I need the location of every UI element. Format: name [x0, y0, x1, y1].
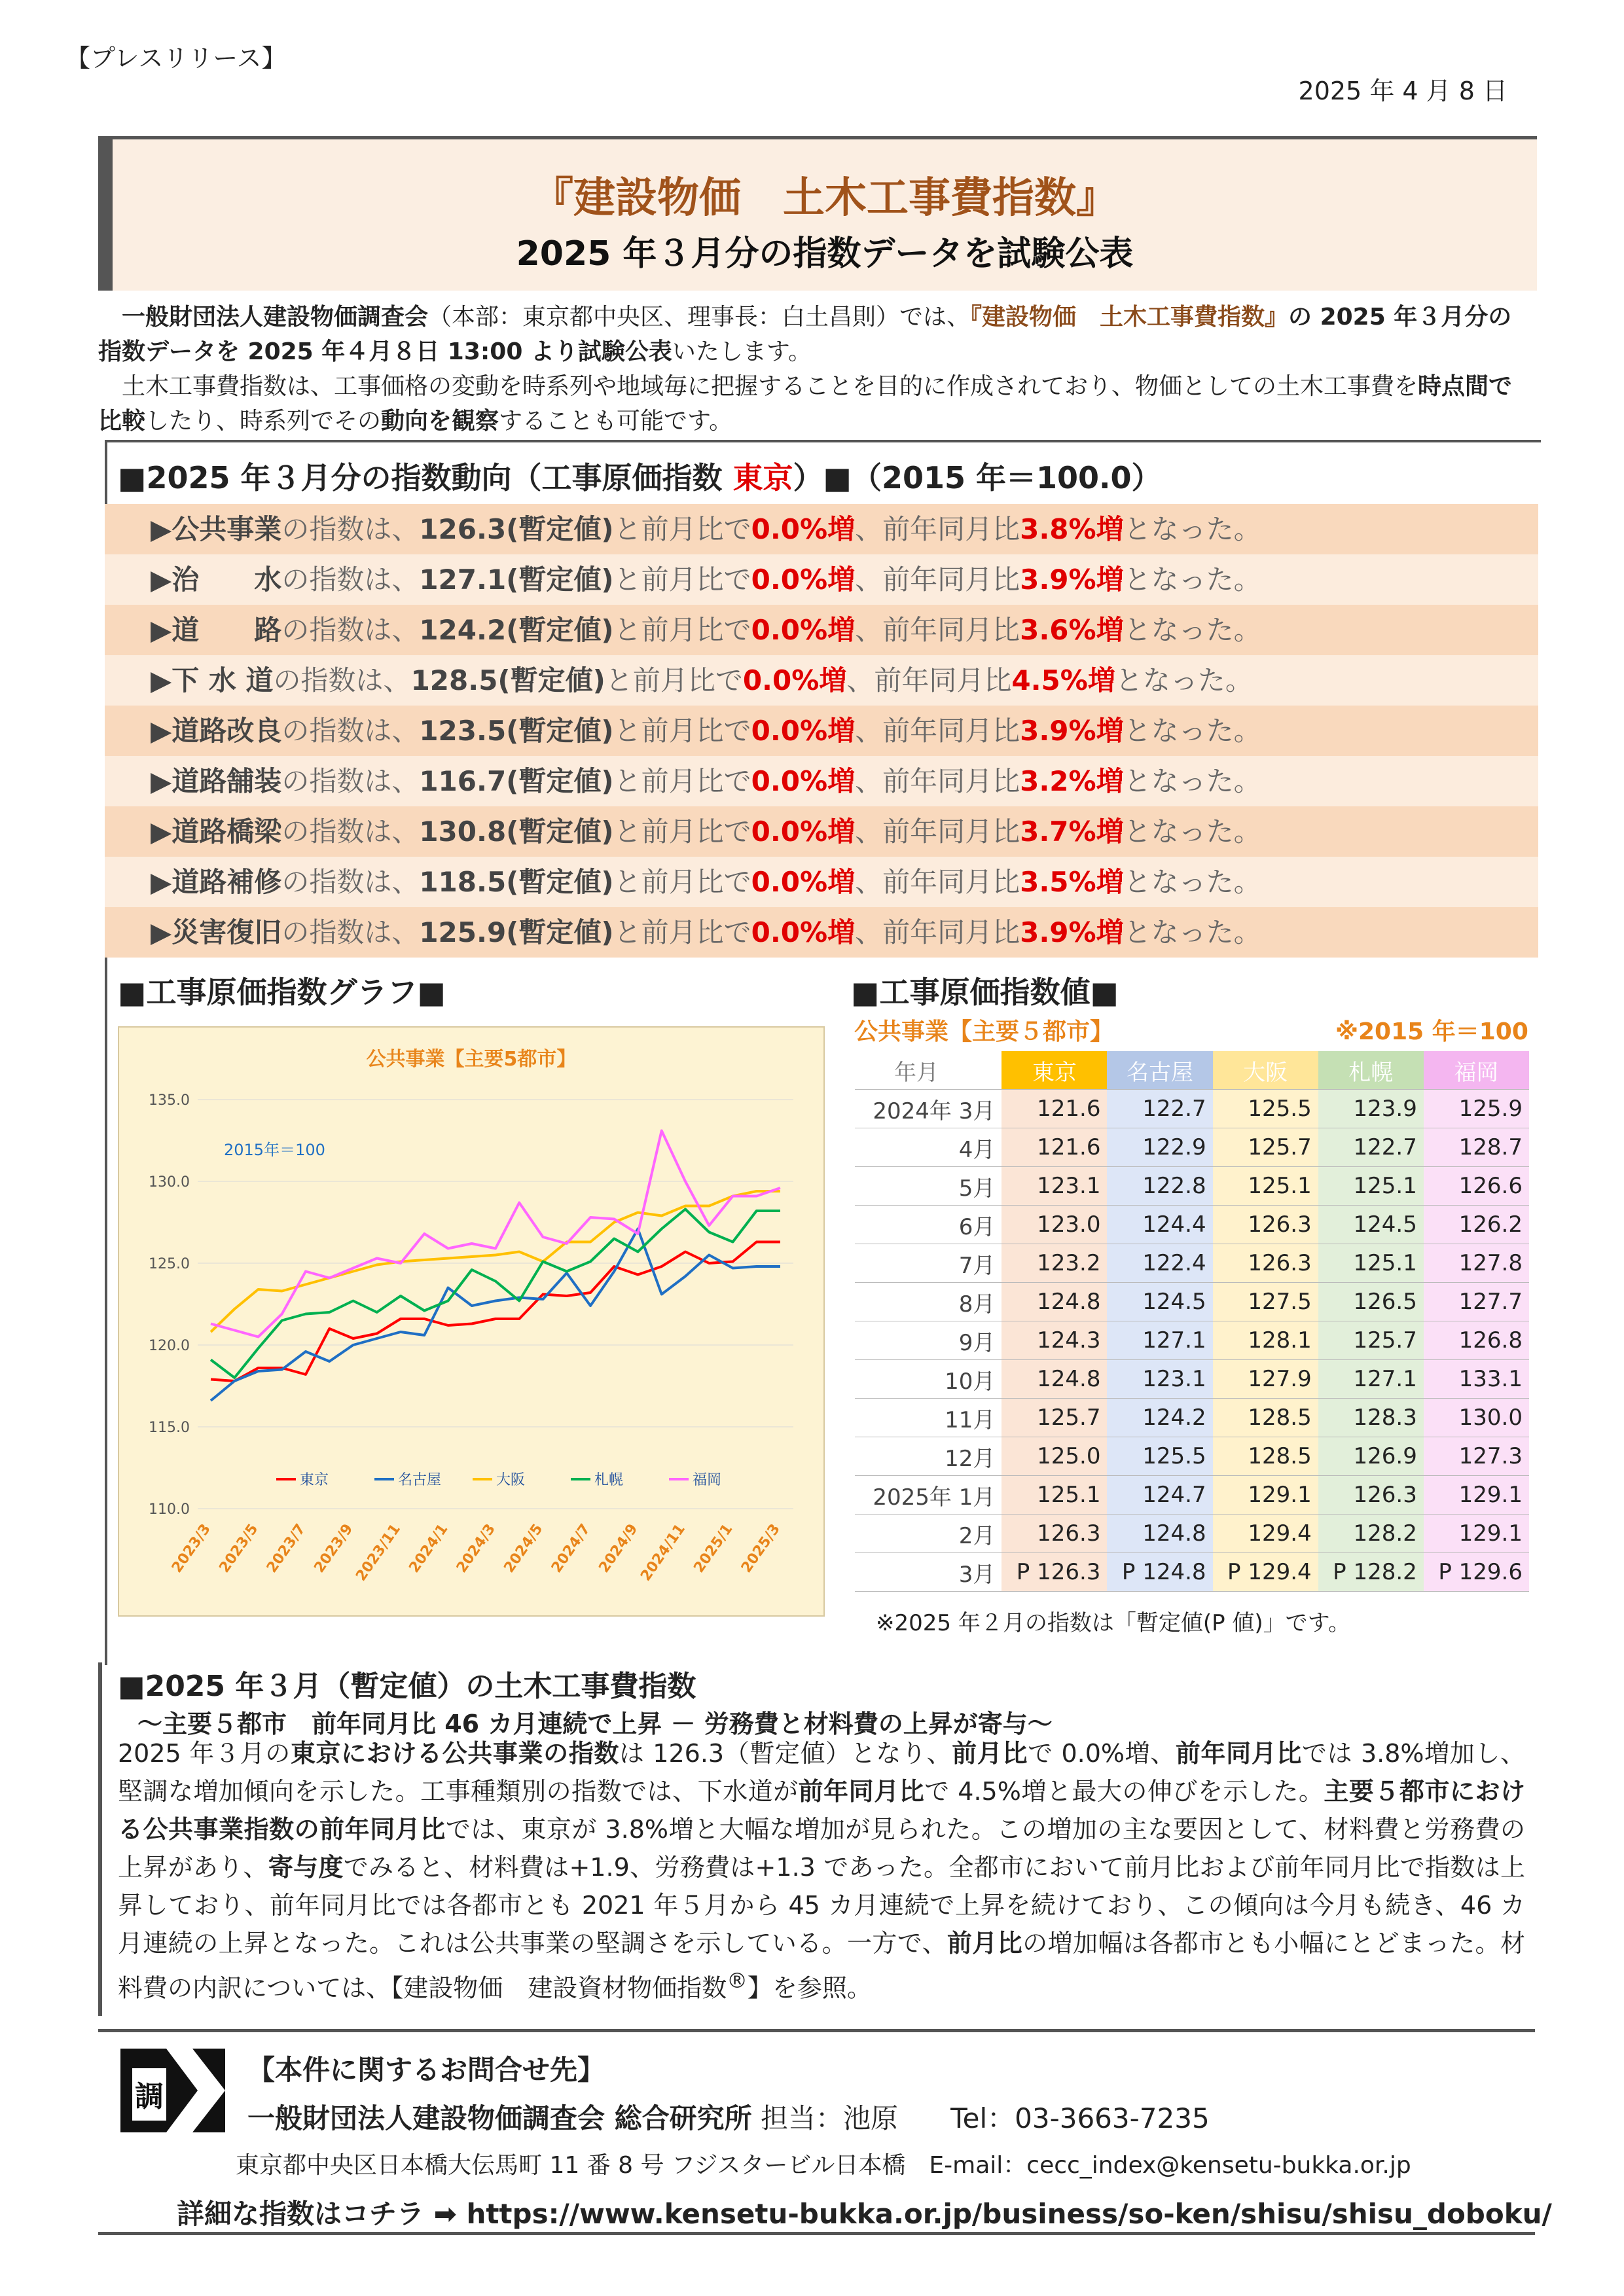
index-row-end: となった。 — [1123, 715, 1261, 747]
table-cell: 126.6 — [1424, 1167, 1529, 1206]
index-row-end: となった。 — [1123, 513, 1261, 545]
index-row-yoy: 3.9%増 — [1020, 564, 1124, 596]
contact-tel: Tel：03-3663-7235 — [950, 2102, 1210, 2134]
table-cell: 130.0 — [1424, 1399, 1529, 1437]
table-cell: 129.1 — [1424, 1515, 1529, 1553]
table-cell: 124.8 — [1001, 1360, 1107, 1399]
index-row-mid3: 、前年同月比 — [846, 664, 1012, 696]
table-cell: 11月 — [855, 1399, 1001, 1437]
table-cell: 127.7 — [1424, 1283, 1529, 1321]
index-row-mid3: 、前年同月比 — [855, 916, 1020, 948]
index-row-mid1: の指数は、 — [281, 866, 420, 898]
org-name: 一般財団法人建設物価調査会 — [122, 304, 429, 331]
table-cell: P 126.3 — [1001, 1553, 1107, 1592]
table-cell: 129.4 — [1213, 1515, 1318, 1553]
section1-heading: ■2025 年３月分の指数動向（工事原価指数 東京）■（2015 年＝100.0） — [118, 460, 1162, 495]
legend-label: 札幌 — [594, 1472, 624, 1488]
index-row — [105, 907, 1538, 958]
contact-org: 一般財団法人建設物価調査会 総合研究所 — [247, 2102, 752, 2134]
index-row-mom: 0.0%増 — [751, 816, 856, 848]
table-header-cell: 大阪 — [1213, 1051, 1318, 1090]
table-row — [855, 1167, 1529, 1206]
footer-divider-top — [98, 2029, 1535, 2032]
graph-heading: ■工事原価指数グラフ■ — [118, 975, 446, 1010]
table-row — [855, 1283, 1529, 1321]
series-line-大阪 — [211, 1191, 780, 1332]
table-cell: 125.5 — [1107, 1437, 1212, 1476]
x-tick-label: 2024/9 — [596, 1521, 641, 1576]
legend-label: 大阪 — [496, 1472, 526, 1488]
index-row-mid3: 、前年同月比 — [855, 564, 1020, 596]
index-row-mid1: の指数は、 — [281, 715, 420, 747]
index-row-mid1: の指数は、 — [281, 765, 420, 797]
table-cell: 2024年 3月 — [855, 1090, 1001, 1128]
table-row — [855, 1128, 1529, 1167]
table-cell: 123.1 — [1107, 1360, 1212, 1399]
index-row-val: 116.7(暫定値) — [419, 765, 614, 797]
index-row-mom: 0.0%増 — [751, 765, 856, 797]
table-cell: 124.8 — [1107, 1515, 1212, 1553]
index-row-end: となった。 — [1123, 564, 1261, 596]
press-release-label: 【プレスリリース】 — [65, 44, 287, 73]
index-row-val: 128.5(暫定値) — [410, 664, 605, 696]
line-chart-panel — [118, 1026, 825, 1617]
table-cell: 2025年 1月 — [855, 1476, 1001, 1515]
index-row-val: 124.2(暫定値) — [419, 614, 614, 646]
table-row — [855, 1476, 1529, 1515]
y-tick-label: 125.0 — [149, 1256, 190, 1272]
table-cell: 126.8 — [1424, 1321, 1529, 1360]
table-cell: 128.5 — [1213, 1437, 1318, 1476]
main-title: 『建設物価 土木工事費指数』 — [532, 174, 1118, 223]
table-header-cell: 年月 — [855, 1051, 1001, 1090]
table-cell: 3月 — [855, 1553, 1001, 1592]
table-cell: 127.1 — [1318, 1360, 1424, 1399]
index-table — [855, 1051, 1529, 1592]
table-header-cell: 福岡 — [1424, 1051, 1529, 1090]
index-row-yoy: 3.6%増 — [1020, 614, 1124, 646]
index-row-mid2: と前月比で — [613, 765, 751, 797]
table-heading: ■工事原価指数値■ — [851, 975, 1119, 1010]
section3-bar — [98, 1662, 102, 2016]
y-tick-label: 135.0 — [149, 1092, 190, 1109]
x-tick-label: 2024/7 — [548, 1521, 594, 1576]
table-row — [855, 1244, 1529, 1283]
index-row-mid2: と前月比で — [605, 664, 743, 696]
intro-text-1e: いたします。 — [672, 338, 812, 365]
index-row-mid2: と前月比で — [613, 715, 751, 747]
contact-person: 担当：池原 — [760, 2102, 898, 2134]
index-row-mid2: と前月比で — [613, 614, 751, 646]
table-cell: 125.7 — [1318, 1321, 1424, 1360]
y-tick-label: 110.0 — [149, 1501, 190, 1518]
table-row — [855, 1399, 1529, 1437]
y-tick-label: 120.0 — [149, 1338, 190, 1354]
index-row-cat: ▶道路橋梁 — [151, 816, 282, 848]
index-row-val: 118.5(暫定値) — [419, 866, 614, 898]
table-cell: 121.6 — [1001, 1090, 1107, 1128]
table-cell: 128.3 — [1318, 1399, 1424, 1437]
section3-subheading: ～主要５都市 前年同月比 46 カ月連続で上昇 － 労務費と材料費の上昇が寄与～ — [137, 1710, 1053, 1738]
index-row-mom: 0.0%増 — [751, 564, 856, 596]
table-subtitle: 公共事業【主要５都市】 — [854, 1018, 1114, 1045]
intro-text-2c: したり、時系列でその — [145, 408, 382, 435]
table-row — [855, 1206, 1529, 1244]
table-cell: 125.5 — [1213, 1090, 1318, 1128]
table-cell: 126.3 — [1213, 1244, 1318, 1283]
table-cell: 126.2 — [1424, 1206, 1529, 1244]
contact-title: 【本件に関するお問合せ先】 — [247, 2054, 605, 2086]
legend-label: 福岡 — [693, 1472, 722, 1488]
details-link-line[interactable] — [177, 2193, 1552, 2232]
index-row-end: となった。 — [1123, 816, 1261, 848]
index-row-cat: ▶道路補修 — [151, 866, 282, 898]
x-tick-label: 2023/5 — [216, 1521, 262, 1576]
contact-address: 東京都中央区日本橋大伝馬町 11 番 8 号 フジスタービル日本橋 E-mail：cecc_index@kensetu-bukka.or.jp — [236, 2152, 1411, 2179]
table-cell: 127.9 — [1213, 1360, 1318, 1399]
index-row-cat: ▶公共事業 — [151, 513, 282, 545]
table-cell: 127.8 — [1424, 1244, 1529, 1283]
index-row-yoy: 3.9%増 — [1020, 715, 1124, 747]
table-cell: 12月 — [855, 1437, 1001, 1476]
index-row-mid1: の指数は、 — [281, 816, 420, 848]
y-tick-label: 115.0 — [149, 1420, 190, 1436]
table-cell: 124.5 — [1318, 1206, 1424, 1244]
index-row-yoy: 3.5%増 — [1020, 866, 1124, 898]
index-row-mid3: 、前年同月比 — [855, 513, 1020, 545]
table-cell: 124.2 — [1107, 1399, 1212, 1437]
svg-text:調: 調 — [135, 2080, 164, 2113]
footer-divider-bottom — [98, 2232, 1535, 2235]
series-line-福岡 — [211, 1131, 780, 1337]
table-cell: 128.1 — [1213, 1321, 1318, 1360]
table-header-cell: 名古屋 — [1107, 1051, 1212, 1090]
index-row-end: となった。 — [1123, 866, 1261, 898]
legend-label: 東京 — [300, 1472, 329, 1488]
index-row-end: となった。 — [1123, 916, 1261, 948]
details-link-label: 詳細な指数はコチラ ➡ — [177, 2198, 457, 2230]
table-cell: 126.5 — [1318, 1283, 1424, 1321]
title-banner — [98, 136, 1537, 291]
table-cell: 124.4 — [1107, 1206, 1212, 1244]
table-cell: 5月 — [855, 1167, 1001, 1206]
index-row — [105, 655, 1538, 706]
index-row-mid2: と前月比で — [613, 866, 751, 898]
x-tick-label: 2023/9 — [311, 1521, 357, 1576]
table-cell: 123.1 — [1001, 1167, 1107, 1206]
chart-title: 公共事業【主要5都市】 — [366, 1048, 577, 1071]
table-base-note: ※2015 年＝100 — [1335, 1018, 1528, 1045]
index-row-val: 130.8(暫定値) — [419, 816, 614, 848]
x-tick-label: 2023/11 — [353, 1521, 404, 1585]
table-row — [855, 1553, 1529, 1592]
index-row-mid1: の指数は、 — [281, 564, 420, 596]
x-tick-label: 2024/11 — [638, 1521, 689, 1585]
table-cell: 128.2 — [1318, 1515, 1424, 1553]
index-row-mid1: の指数は、 — [273, 664, 411, 696]
table-row — [855, 1437, 1529, 1476]
index-row-mom: 0.0%増 — [751, 614, 856, 646]
index-row-end: となった。 — [1123, 765, 1261, 797]
release-date: 2025 年 4 月 8 日 — [1298, 77, 1507, 105]
table-cell: 125.1 — [1213, 1167, 1318, 1206]
x-tick-label: 2024/5 — [501, 1521, 547, 1576]
index-row-mid3: 、前年同月比 — [855, 816, 1020, 848]
y-tick-label: 130.0 — [149, 1174, 190, 1191]
table-row — [855, 1321, 1529, 1360]
index-row-val: 126.3(暫定値) — [419, 513, 614, 545]
table-row — [855, 1360, 1529, 1399]
line-chart — [119, 1028, 823, 1615]
index-row-mid1: の指数は、 — [281, 513, 420, 545]
table-cell: 124.8 — [1001, 1283, 1107, 1321]
index-row-mom: 0.0%増 — [751, 866, 856, 898]
index-row-mid3: 、前年同月比 — [855, 614, 1020, 646]
table-cell: 8月 — [855, 1283, 1001, 1321]
table-cell: 126.3 — [1318, 1476, 1424, 1515]
index-row-mid3: 、前年同月比 — [855, 765, 1020, 797]
index-row-cat: ▶道 路 — [151, 614, 282, 646]
table-header-cell: 東京 — [1001, 1051, 1107, 1090]
index-row-val: 127.1(暫定値) — [419, 564, 614, 596]
section3-body: 2025 年３月の東京における公共事業の指数は 126.3（暫定値）となり、前月比で 0.0%増、前年同月比では 3.8%増加し、堅調な増加傾向を示した。工事種類別の指数では、下水道が前年同月比で 4.5%増と最大の伸びを示した。主要５都市における公共事業指数の前年同月比では、東京が 3.8%増と大幅な増加が見られた。この増加の主な要因として、材料費と労務費の上昇があり、寄与度でみると、材料費は+1.9、労務費は+1.3 であった。全都市において前月比および前年同月比で指数は上昇しており、前年同月比では各都市とも 2021 年５月から 45 カ月連続で上昇を続けており、この傾向は今月も続き、46 カ月連続の上昇となった。これは公共事業の堅調さを示している。一方で、前月比の増加幅は各都市とも小幅にとどまった。材料費の内訳については、【建設物価 建設資材物価指数®】を参照。 — [118, 1739, 1525, 2003]
table-cell: 125.1 — [1318, 1167, 1424, 1206]
index-row-mid3: 、前年同月比 — [855, 866, 1020, 898]
table-cell: 6月 — [855, 1206, 1001, 1244]
index-row-end: となった。 — [1115, 664, 1253, 696]
intro-text-1d: の 2025 年３月分の指数データを 2025 年４月８日 13:00 より試験公表 — [98, 304, 1512, 365]
index-row-yoy: 3.9%増 — [1020, 916, 1124, 948]
table-header-cell: 札幌 — [1318, 1051, 1424, 1090]
contact-line — [247, 2097, 1210, 2136]
index-trend-list — [105, 504, 1538, 958]
table-cell: 125.9 — [1424, 1090, 1529, 1128]
table-cell: 122.7 — [1107, 1090, 1212, 1128]
index-row — [105, 504, 1538, 554]
table-cell: 125.1 — [1001, 1476, 1107, 1515]
sub-title: 2025 年３月分の指数データを試験公表 — [516, 234, 1134, 274]
index-row-end: となった。 — [1123, 614, 1261, 646]
x-tick-label: 2023/7 — [263, 1521, 309, 1576]
index-row-mid3: 、前年同月比 — [855, 715, 1020, 747]
x-tick-label: 2025/1 — [691, 1521, 736, 1576]
table-cell: 126.3 — [1001, 1515, 1107, 1553]
section3-heading: ■2025 年３月（暫定値）の土木工事費指数 — [118, 1670, 696, 1703]
index-row-cat: ▶道路舗装 — [151, 765, 282, 797]
table-cell: 10月 — [855, 1360, 1001, 1399]
table-cell: 128.5 — [1213, 1399, 1318, 1437]
index-row-cat: ▶道路改良 — [151, 715, 282, 747]
index-row-mid2: と前月比で — [613, 916, 751, 948]
x-tick-label: 2025/3 — [738, 1521, 784, 1576]
series-line-札幌 — [211, 1210, 780, 1378]
table-cell: P 129.4 — [1213, 1553, 1318, 1592]
table-cell: 125.0 — [1001, 1437, 1107, 1476]
table-cell: P 128.2 — [1318, 1553, 1424, 1592]
index-name: 『建設物価 土木工事費指数』 — [970, 304, 1289, 331]
org-logo — [120, 2049, 225, 2132]
table-footnote: ※2025 年２月の指数は「暫定値(P 値)」です。 — [876, 1610, 1350, 1636]
table-cell: 121.6 — [1001, 1128, 1107, 1167]
index-row — [105, 554, 1538, 605]
intro-text-2d: 動向を観察 — [381, 408, 499, 435]
index-row-yoy: 3.2%増 — [1020, 765, 1124, 797]
x-tick-label: 2024/3 — [453, 1521, 499, 1576]
table-cell: 127.3 — [1424, 1437, 1529, 1476]
table-cell: P 124.8 — [1107, 1553, 1212, 1592]
legend-label: 名古屋 — [398, 1472, 442, 1488]
table-cell: 4月 — [855, 1128, 1001, 1167]
table-cell: 125.1 — [1318, 1244, 1424, 1283]
table-cell: 124.5 — [1107, 1283, 1212, 1321]
index-row-mid1: の指数は、 — [281, 614, 420, 646]
index-row — [105, 806, 1538, 857]
table-cell: 129.1 — [1424, 1476, 1529, 1515]
index-row-yoy: 3.8%増 — [1020, 513, 1124, 545]
table-cell: P 129.6 — [1424, 1553, 1529, 1592]
index-row-mom: 0.0%増 — [751, 715, 856, 747]
table-cell: 122.9 — [1107, 1128, 1212, 1167]
index-row-cat: ▶下 水 道 — [151, 664, 274, 696]
table-cell: 7月 — [855, 1244, 1001, 1283]
index-row-mid2: と前月比で — [613, 564, 751, 596]
table-cell: 125.7 — [1213, 1128, 1318, 1167]
table-row — [855, 1090, 1529, 1128]
table-row — [855, 1515, 1529, 1553]
x-tick-label: 2023/3 — [168, 1521, 214, 1576]
table-cell: 9月 — [855, 1321, 1001, 1360]
table-cell: 127.5 — [1213, 1283, 1318, 1321]
table-cell: 133.1 — [1424, 1360, 1529, 1399]
intro-text-2b: 時点間で比較 — [98, 373, 1513, 435]
index-row-cat: ▶災害復旧 — [151, 916, 282, 948]
index-row-yoy: 3.7%増 — [1020, 816, 1124, 848]
index-row-mid2: と前月比で — [613, 816, 751, 848]
table-cell: 122.4 — [1107, 1244, 1212, 1283]
table-cell: 129.1 — [1213, 1476, 1318, 1515]
table-cell: 122.8 — [1107, 1167, 1212, 1206]
table-cell: 124.7 — [1107, 1476, 1212, 1515]
x-tick-label: 2024/1 — [406, 1521, 452, 1576]
intro-text — [98, 300, 1535, 439]
intro-text-2e: することも可能です。 — [499, 408, 733, 435]
table-cell: 126.3 — [1213, 1206, 1318, 1244]
table-cell: 127.1 — [1107, 1321, 1212, 1360]
index-row-val: 123.5(暫定値) — [419, 715, 614, 747]
index-row-mom: 0.0%増 — [751, 916, 856, 948]
table-cell: 125.7 — [1001, 1399, 1107, 1437]
index-row-mom: 0.0%増 — [742, 664, 847, 696]
table-cell: 2月 — [855, 1515, 1001, 1553]
index-row — [105, 706, 1538, 756]
table-cell: 128.7 — [1424, 1128, 1529, 1167]
index-row-mom: 0.0%増 — [751, 513, 856, 545]
index-row-val: 125.9(暫定値) — [419, 916, 614, 948]
index-row-cat: ▶治 水 — [151, 564, 282, 596]
table-cell: 126.9 — [1318, 1437, 1424, 1476]
table-cell: 122.7 — [1318, 1128, 1424, 1167]
index-row-mid1: の指数は、 — [281, 916, 420, 948]
chart-annotation: 2015年＝100 — [224, 1141, 325, 1159]
table-cell: 124.3 — [1001, 1321, 1107, 1360]
table-cell: 123.2 — [1001, 1244, 1107, 1283]
intro-text-1b: （本部：東京都中央区、理事長：白土昌則）では、 — [428, 304, 971, 331]
index-row-yoy: 4.5%増 — [1011, 664, 1115, 696]
intro-text-2a: 土木工事費指数は、工事価格の変動を時系列や地域毎に把握することを目的に作成されており、物価としての土木工事費を — [122, 373, 1418, 400]
details-url[interactable]: https://www.kensetu-bukka.or.jp/business/so-ken/shisu/shisu_doboku/ — [466, 2198, 1552, 2230]
index-row-mid2: と前月比で — [613, 513, 751, 545]
index-row — [105, 756, 1538, 806]
index-row — [105, 605, 1538, 655]
table-cell: 123.9 — [1318, 1090, 1424, 1128]
table-cell: 123.0 — [1001, 1206, 1107, 1244]
index-row — [105, 857, 1538, 907]
